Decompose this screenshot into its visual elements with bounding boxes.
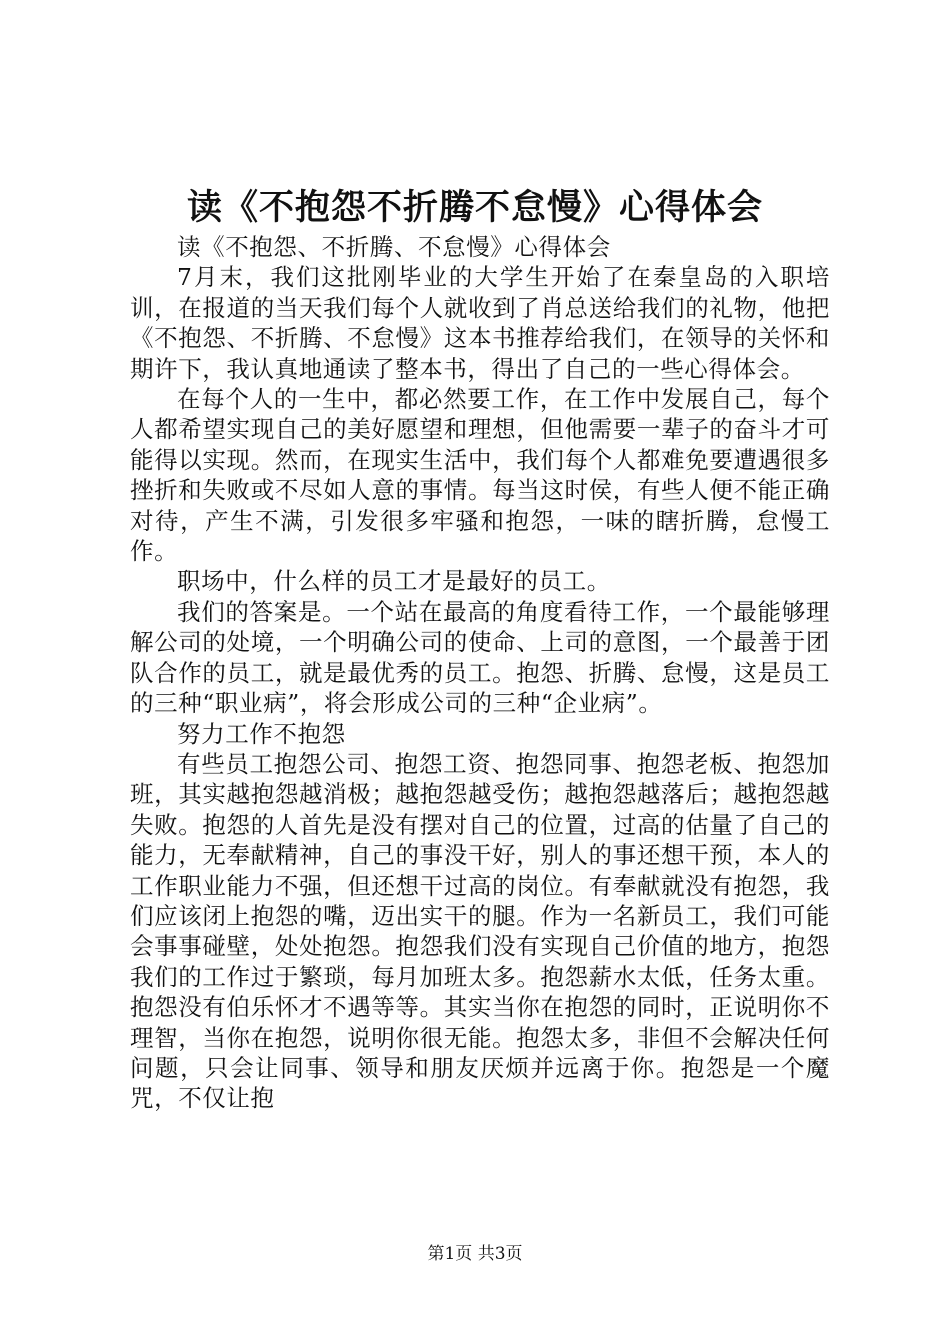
paragraph-subtitle: 读《不抱怨、不折腾、不怠慢》心得体会 (177, 233, 611, 261)
paragraph: 我们的答案是。一个站在最高的角度看待工作，一个最能够理解公司的处境，一个明确公司的使命、上司的意图，一个最善于团队合作的员工，就是最优秀的员工。抱怨、折腾、怠慢，这是员工的三种“职业病”，将会形成公司的三种“企业病”。 (130, 597, 830, 718)
paragraph: 有些员工抱怨公司、抱怨工资、抱怨同事、抱怨老板、抱怨加班，其实越抱怨越消极；越抱怨越受伤；越抱怨越落后；越抱怨越失败。抱怨的人首先是没有摆对自己的位置，过高的估量了自己的能力，无奉献精神，自己的事没干好，别人的事还想干预，本人的工作职业能力不强，但还想干过高的岗位。有奉献就没有抱怨，我们应该闭上抱怨的嘴，迈出实干的腿。作为一名新员工，我们可能会事事碰壁，处处抱怨。抱怨我们没有实现自己价值的地方，抱怨我们的工作过于繁琐，每月加班太多。抱怨薪水太低，任务太重。抱怨没有伯乐怀才不遇等等。其实当你在抱怨的同时，正说明你不理智，当你在抱怨，说明你很无能。抱怨太多，非但不会解决任何问题，只会让同事、领导和朋友厌烦并远离于你。抱怨是一个魔咒，不仅让抱 (130, 749, 830, 1113)
section-heading: 努力工作不抱怨 (177, 719, 346, 748)
document-body (130, 232, 830, 1114)
paragraph-question: 职场中，什么样的员工才是最好的员工。 (177, 567, 611, 596)
paragraph: 在每个人的一生中，都必然要工作，在工作中发展自己，每个人都希望实现自己的美好愿望和理想，但他需要一辈子的奋斗才可能得以实现。然而，在现实生活中，我们每个人都难免要遭遇很多挫折和失败或不尽如人意的事情。每当这时侯，有些人便不能正确对待，产生不满，引发很多牢骚和抱怨，一味的瞎折腾，怠慢工作。 (130, 385, 830, 566)
paragraph: 7月末，我们这批刚毕业的大学生开始了在秦皇岛的入职培训，在报道的当天我们每个人就收到了肖总送给我们的礼物，他把《不抱怨、不折腾、不怠慢》这本书推荐给我们，在领导的关怀和期许下，我认真地通读了整本书，得出了自己的一些心得体会。 (130, 263, 830, 383)
page-number-footer: 第1页 共3页 (427, 1244, 523, 1264)
document-title: 读《不抱怨不折腾不怠慢》心得体会 (186, 187, 763, 228)
